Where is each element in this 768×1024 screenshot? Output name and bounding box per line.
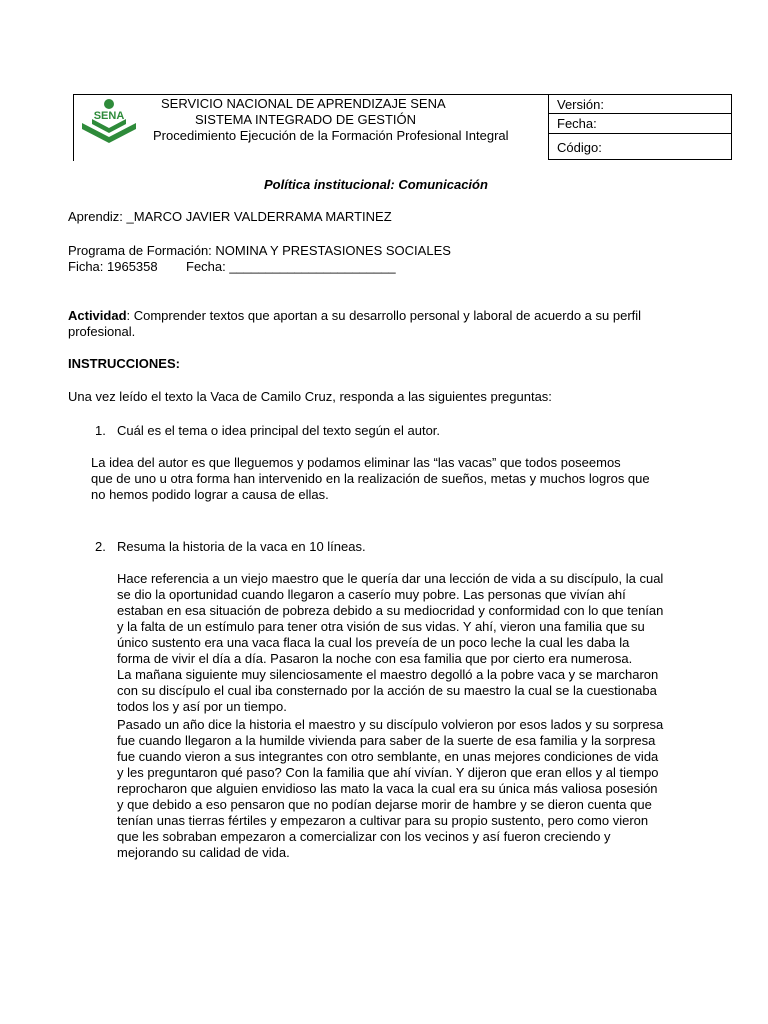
answer-2-line: mejorando su calidad de vida. xyxy=(117,845,290,860)
answer-2-line: fue cuando vieron a sus integrantes con otro semblante, en unas mejores condiciones de vida xyxy=(117,749,659,764)
actividad-text: : Comprender textos que aportan a su desarrollo personal y laboral de acuerdo a su perfil xyxy=(126,308,642,323)
answer-2-line: forma de vivir el día a día. Pasaron la noche con esa familia que por cierto era numerosa. xyxy=(117,651,633,666)
fecha-label: Fecha: xyxy=(549,114,731,134)
answer-2-line: todos los y así por un tiempo. xyxy=(117,699,287,714)
ficha-line: Ficha: 1965358 xyxy=(68,259,158,274)
answer-2-line: La mañana siguiente muy silenciosamente el maestro degolló a la pobre vaca y se marcharon xyxy=(117,667,659,682)
answer-2-line: y la falta de un estímulo para tener otra visión de sus vidas. Y ahí, vieron una familia que su xyxy=(117,619,645,634)
fecha-line: Fecha: _______________________ xyxy=(186,259,396,274)
question-2: Resuma la historia de la vaca en 10 líneas. xyxy=(117,539,366,554)
aprendiz-line: Aprendiz: _MARCO JAVIER VALDERRAMA MARTINEZ xyxy=(68,209,392,224)
answer-2-line: que les sobraban empezaron a comercializar con los vecinos y así fueron creciendo y xyxy=(117,829,611,844)
org-name: SERVICIO NACIONAL DE APRENDIZAJE SENA xyxy=(161,96,446,111)
document-title: Política institucional: Comunicación xyxy=(264,177,488,192)
actividad-text-cont: profesional. xyxy=(68,324,136,339)
answer-1-line: que de uno u otra forma han intervenido en la realización de sueños, metas y muchos logros que xyxy=(91,471,650,486)
question-1: Cuál es el tema o idea principal del texto según el autor. xyxy=(117,423,441,438)
system-name: SISTEMA INTEGRADO DE GESTIÓN xyxy=(195,112,417,127)
header-meta-cell xyxy=(548,94,732,160)
answer-1-line: La idea del autor es que lleguemos y podamos eliminar las “las vacas” que todos poseemos xyxy=(91,455,621,470)
instrucciones-heading: INSTRUCCIONES: xyxy=(68,356,180,371)
answer-2-line: fue cuando llegaron a la humilde vivienda para saber de la suerte de esa familia y la sorpresa xyxy=(117,733,656,748)
answer-2-line: Pasado un año dice la historia el maestro y su discípulo volvieron por esos lados y su sorpresa xyxy=(117,717,664,732)
intro-text: Una vez leído el texto la Vaca de Camilo Cruz, responda a las siguientes preguntas: xyxy=(68,389,552,404)
sena-logo xyxy=(78,97,140,147)
programa-line: Programa de Formación: NOMINA Y PRESTASIONES SOCIALES xyxy=(68,243,451,258)
answer-2-line: con su discípulo el cual iba consternado por la acción de su maestro la cual se la cuestionaba xyxy=(117,683,657,698)
actividad-label: Actividad xyxy=(68,308,127,323)
actividad-line xyxy=(68,308,641,324)
procedure-name: Procedimiento Ejecución de la Formación Profesional Integral xyxy=(153,128,509,143)
answer-2-line: y que debido a eso pensaron que no podían dejarse morir de hambre y se dieron cuenta que xyxy=(117,797,652,812)
answer-1-line: no hemos podido lograr a causa de ellas. xyxy=(91,487,329,502)
question-2-number: 2. xyxy=(95,539,106,554)
answer-2-line: reprocharon que alguien envidioso las mato la vaca la cual era su única más valiosa posesión xyxy=(117,781,658,796)
answer-2-line: Hace referencia a un viejo maestro que le quería dar una lección de vida a su discípulo, la cual xyxy=(117,571,664,586)
version-label: Versión: xyxy=(549,95,731,114)
answer-2-line: estaban en esa situación de pobreza debido a su mediocridad y conformidad con lo que tenían xyxy=(117,603,664,618)
codigo-label: Código: xyxy=(557,140,602,155)
logo-text: SENA xyxy=(93,110,125,122)
answer-2-line: y les preguntaron qué paso? Con la familia que ahí vivían. Y dijeron que eran ellos y al tiempo xyxy=(117,765,659,780)
answer-2-line: se dio la oportunidad cuando llegaron a caserío muy pobre. Las personas que vivían ahí xyxy=(117,587,626,602)
answer-2-line: tenían unas tierras fértiles y empezaron a cultivar para su propio sustento, pero como vieron xyxy=(117,813,649,828)
answer-2-line: único sustento era una vaca flaca la cual los preveía de un poco leche la cual les daba la xyxy=(117,635,630,650)
question-1-number: 1. xyxy=(95,423,106,438)
